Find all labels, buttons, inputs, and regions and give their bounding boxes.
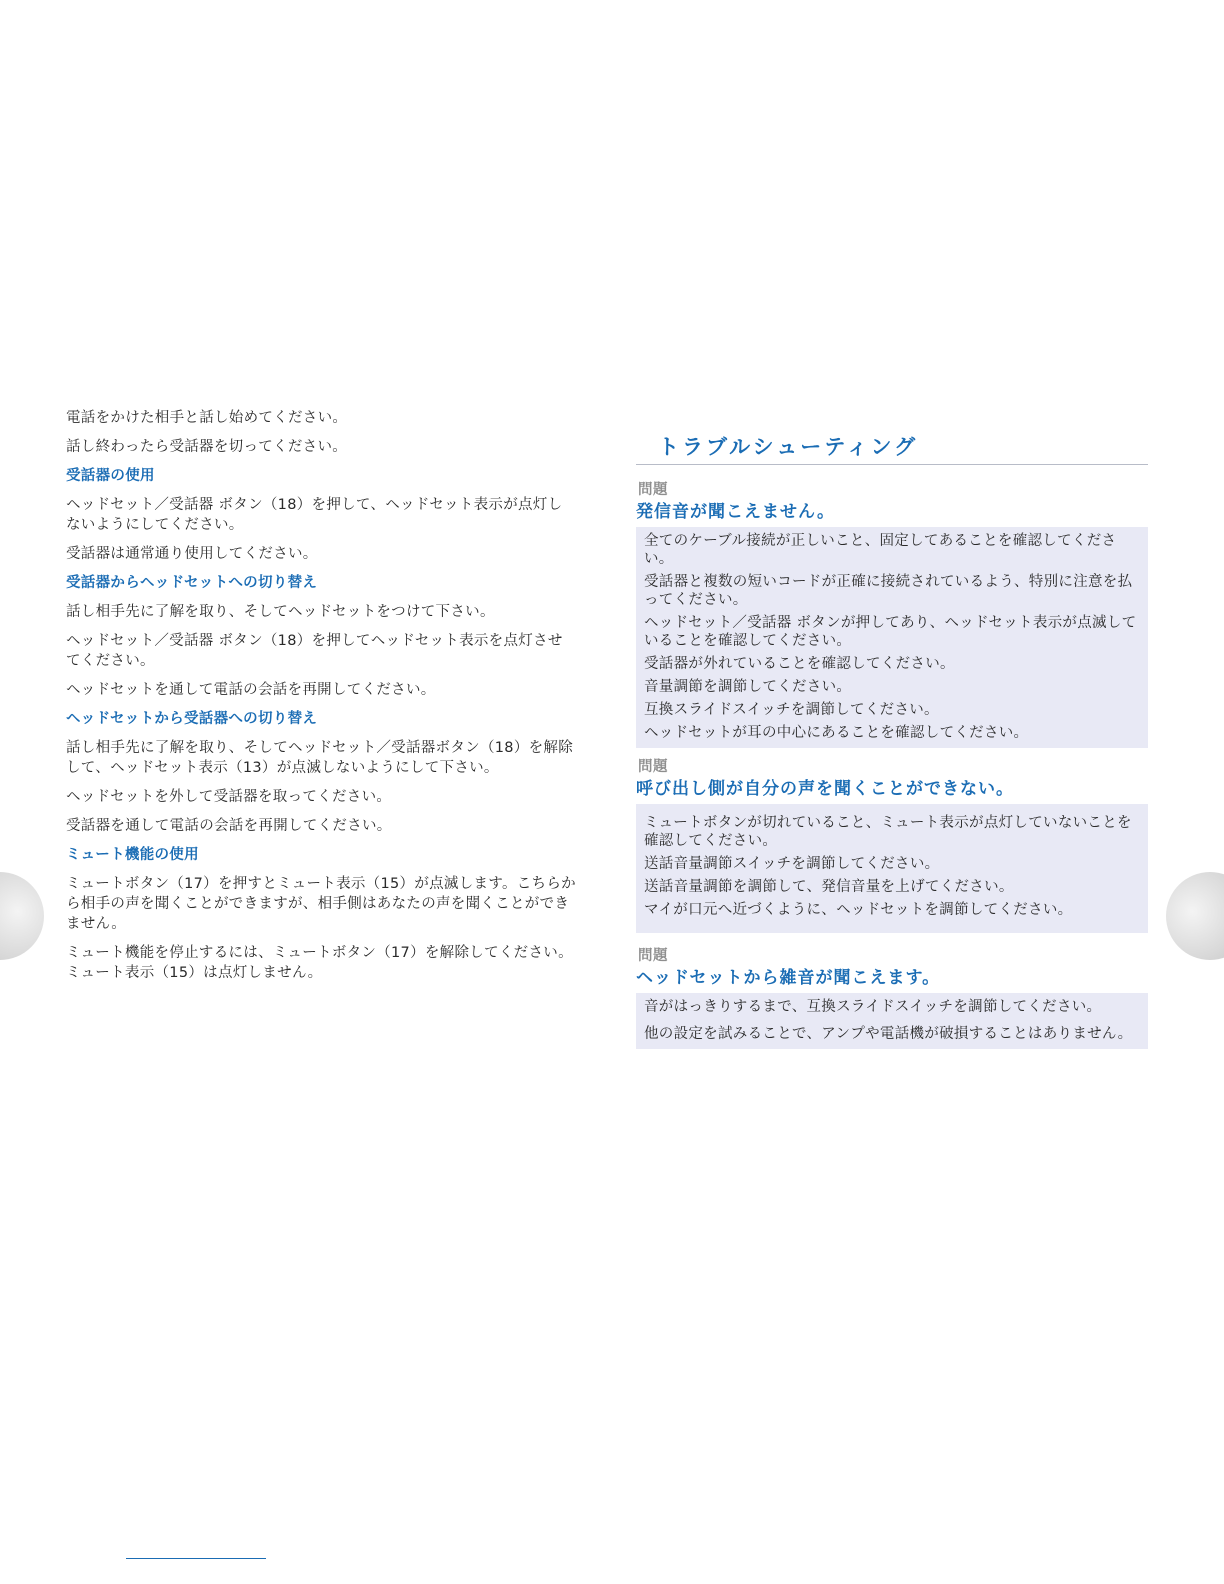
solution-item: 送話音量調節スイッチを調節してください。	[644, 856, 940, 872]
solution-item: 送話音量調節を調節して、発信音量を上げてください。	[644, 879, 1014, 895]
problem-heading: ヘッドセットから雑音が聞こえます。	[636, 968, 941, 988]
body-paragraph: 話し終わったら受話器を切ってください。	[66, 439, 348, 455]
section-heading: ミュート機能の使用	[66, 847, 199, 863]
solution-item: マイが口元へ近づくように、ヘッドセットを調節してください。	[644, 902, 1073, 918]
solution-item: 音量調節を調節してください。	[644, 679, 852, 695]
solution-item: 受話器と複数の短いコードが正確に接続されているよう、特別に注意を払ってください。	[644, 574, 1133, 608]
solution-item: 全てのケーブル接続が正しいこと、固定してあることを確認してください。	[644, 533, 1117, 567]
body-paragraph: 話し相手先に了解を取り、そしてヘッドセット／受話器ボタン（18）を解除して、ヘッドセット表示（13）が点滅しないようにして下さい。	[66, 740, 574, 776]
body-paragraph: ミュート機能を停止するには、ミュートボタン（17）を解除してください。ミュート表示（15）は点灯しません。	[66, 945, 573, 981]
troubleshooting-title: トラブルシューティング	[658, 435, 919, 459]
problem-label: 問題	[638, 948, 668, 964]
solution-item: ミュートボタンが切れていること、ミュート表示が点灯していないことを確認してください。	[644, 815, 1132, 849]
problem-3	[636, 947, 1148, 1049]
body-paragraph: 受話器を通して電話の会話を再開してください。	[66, 818, 392, 834]
body-paragraph: 電話をかけた相手と話し始めてください。	[66, 410, 348, 426]
solution-item: 受話器が外れていることを確認してください。	[644, 656, 955, 672]
body-paragraph: ヘッドセットを通して電話の会話を再開してください。	[66, 682, 436, 698]
body-paragraph: ヘッドセットを外して受話器を取ってください。	[66, 789, 392, 805]
solution-item: 他の設定を試みることで、アンプや電話機が破損することはありません。	[644, 1026, 1133, 1042]
solution-item: 互換スライドスイッチを調節してください。	[644, 702, 939, 718]
solution-box	[636, 804, 1148, 933]
body-paragraph: ミュートボタン（17）を押すとミュート表示（15）が点滅します。こちらから相手の声を聞くことができますが、相手側はあなたの声を聞くことができません。	[66, 876, 576, 932]
right-page-tab	[1166, 872, 1224, 960]
title-divider	[636, 464, 1148, 465]
problem-label: 問題	[638, 759, 668, 775]
body-paragraph: ヘッドセット／受話器 ボタン（18）を押して、ヘッドセット表示が点灯しないようにしてください。	[66, 497, 563, 533]
left-column	[66, 408, 576, 992]
troubleshooting-section	[636, 432, 1148, 1059]
section-heading: ヘッドセットから受話器への切り替え	[66, 711, 318, 727]
section-heading: 受話器の使用	[66, 468, 155, 484]
problem-label: 問題	[638, 482, 668, 498]
solution-box	[636, 527, 1148, 748]
solution-item: ヘッドセット／受話器 ボタンが押してあり、ヘッドセット表示が点滅していることを確認してください。	[644, 615, 1137, 649]
problem-2	[636, 758, 1148, 933]
solution-box	[636, 993, 1148, 1049]
section-heading: 受話器からヘッドセットへの切り替え	[66, 575, 318, 591]
left-page-tab	[0, 872, 44, 960]
problem-heading: 呼び出し側が自分の声を聞くことができない。	[636, 779, 1014, 799]
body-paragraph: 話し相手先に了解を取り、そしてヘッドセットをつけて下さい。	[66, 604, 495, 620]
body-paragraph: ヘッドセット／受話器 ボタン（18）を押してヘッドセット表示を点灯させてください。	[66, 633, 563, 669]
problem-1	[636, 481, 1148, 748]
solution-item: ヘッドセットが耳の中心にあることを確認してください。	[644, 725, 1029, 741]
problem-heading: 発信音が聞こえません。	[636, 502, 836, 522]
solution-item: 音がはっきりするまで、互換スライドスイッチを調節してください。	[644, 999, 1102, 1015]
body-paragraph: 受話器は通常通り使用してください。	[66, 546, 318, 562]
footer-rule	[126, 1558, 266, 1559]
